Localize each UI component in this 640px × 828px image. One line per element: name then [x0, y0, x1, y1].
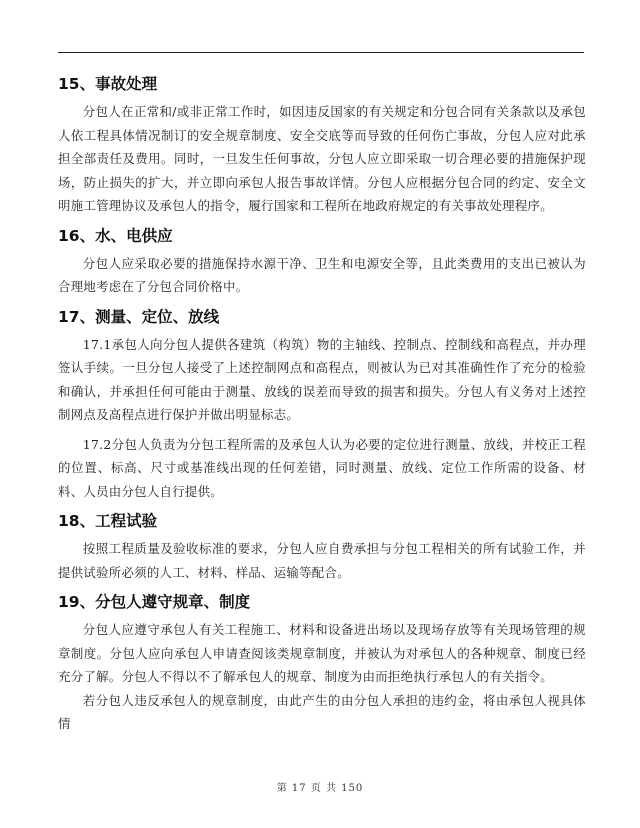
section-15-paragraph-1: 分包人在正常和/或非正常工作时，如因违反国家的有关规定和分包合同有关条款以及承包人依工程具体情况制订的安全规章制度、安全交底等而导致的任何伤亡事故，分包人应对此承担全部责任及费用。同时，一旦发生任何事故，分包人应立即采取一切合理必要的措施保护现场，防止损失的扩大，并立即向承包人报告事故详情。分包人应根据分包合同的约定、安全文明施工管理协议及承包人的指令，履行国家和工程所在地政府规定的有关事故处理程序。: [58, 104, 586, 213]
document-body: [58, 72, 586, 736]
section-16-heading: 16、水、电供应: [58, 226, 173, 245]
section-18-paragraph-1: 按照工程质量及验收标准的要求，分包人应自费承担与分包工程相关的所有试验工作，并提供试验所必须的人工、材料、样品、运输等配合。: [58, 541, 586, 580]
section-17-paragraph-2: 17.2分包人负责为分包工程所需的及承包人认为必要的定位进行测量、放线，并校正工程的位置、标高、尺寸或基准线出现的任何差错，同时测量、放线、定位工作所需的设备、材料、人员由分包人自行提供。: [58, 436, 586, 499]
section-19-paragraph-1: 分包人应遵守承包人有关工程施工、材料和设备进出场以及现场存放等有关现场管理的规章制度。分包人应向承包人申请查阅该类规章制度，并被认为对承包人的各种规章、制度已经充分了解。分包人不得以不了解承包人的规章、制度为由而拒绝执行承包人的有关指令。: [58, 622, 586, 684]
section-19-paragraph-2: 若分包人违反承包人的规章制度，由此产生的由分包人承担的违约金，将由承包人视具体情: [58, 692, 586, 731]
section-17-paragraph-1: 17.1承包人向分包人提供各建筑（构筑）物的主轴线、控制点、控制线和高程点，并办理签认手续。一旦分包人接受了上述控制网点和高程点，则被认为已对其准确性作了充分的检验和确认，并承担任何可能由于测量、放线的误差而导致的损害和损失。分包人有义务对上述控制网点及高程点进行保护并做出明显标志。: [58, 336, 586, 422]
section-15-heading: 15、事故处理: [58, 75, 158, 93]
section-16-paragraph-1: 分包人应采取必要的措施保持水源干净、卫生和电源安全等，且此类费用的支出已被认为合理地考虑在了分包合同价格中。: [58, 255, 586, 294]
header-rule: [58, 52, 584, 53]
section-19-heading: 19、分包人遵守规章、制度: [58, 593, 251, 611]
section-18-heading: 18、工程试验: [58, 512, 158, 530]
section-17-heading: 17、测量、定位、放线: [58, 307, 220, 326]
page-number-footer: 第 17 页 共 150: [276, 783, 364, 794]
